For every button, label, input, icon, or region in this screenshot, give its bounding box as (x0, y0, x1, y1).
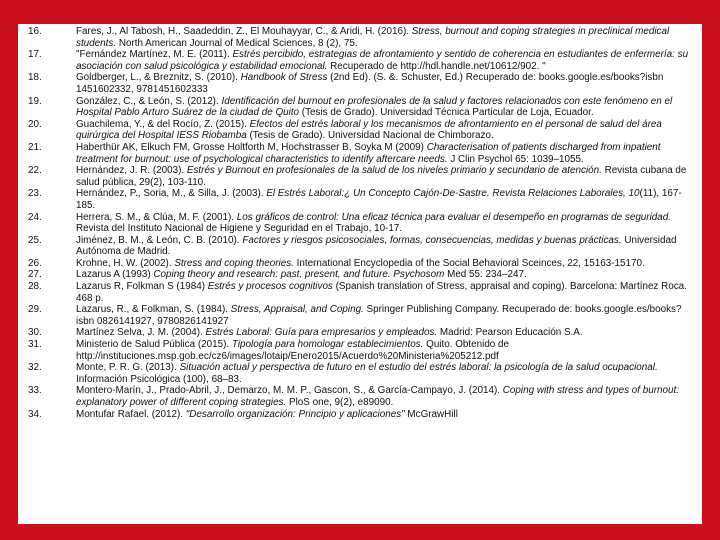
reference-text: (Tesis de Grado). Universidad Nacional de Chimborazo. (246, 130, 494, 142)
reference-item (28, 212, 696, 235)
reference-item (28, 72, 696, 95)
reference-number: 16. (28, 26, 42, 37)
reference-text: (Tesis de Grado). Universidad Técnica Particular de Loja, Ecuador. (299, 107, 594, 119)
reference-item (28, 119, 696, 142)
reference-text: Med 55: 234–247. (444, 269, 527, 281)
reference-title-text: Estrés percibido, estrategias de afrontamiento y sentido de coherencia en estudiantes de enfermería: su asociación con salud psicológica y estabilidad emocional. (76, 49, 689, 72)
reference-text: Ministerio de Salud Pública (2015). (76, 339, 232, 351)
reference-number: 18. (28, 72, 42, 84)
reference-title-text: Situación actual y perspectiva de futuro en el estudio del estrés laboral: la psicología de la salud ocupacional. (179, 362, 658, 374)
reference-number: 27. (28, 269, 42, 281)
reference-title-text: Stress and coping theories. (174, 257, 294, 269)
reference-title-text: El Estrés Laboral:¿ Un Concepto Cajón-De-Sastre. Revista Relaciones Laborales, 10 (266, 188, 640, 200)
reference-text: Fares, J., Al Tabosh, H., Saadeddin, Z., El Mouhayyar, C., & Aridi, H. (2016). (76, 26, 412, 37)
reference-number: 34. (28, 408, 42, 420)
reference-text: Herrera, S. M., & Clúa, M. F. (2001). (76, 211, 237, 223)
reference-number: 25. (28, 234, 42, 246)
reference-title-text: Stress, Appraisal, and Coping. (230, 304, 364, 316)
reference-title-text: "Desarrollo organización: Principio y aplicaciones" (185, 408, 405, 420)
reference-text: Lazarus A (1993) (76, 269, 154, 281)
reference-title-text: Factores y riesgos psicosociales, formas, consecuencias, medidas y buenas prácticas. (242, 234, 622, 246)
reference-list (18, 24, 702, 420)
reference-title-text: Efectos del estrés laboral y los mecanismos de afrontamiento en el personal de salud del área quirúrgica del Hospital IESS Riobamba (76, 118, 662, 142)
reference-number: 32. (28, 362, 42, 374)
reference-text: (2nd Ed). (S. &. Schuster, Ed.) Recuperado de: books.google.es/books?isbn 1451602332, 9781451602333 (76, 72, 664, 95)
reference-text: North American Journal of Medical Sciences, 8 (2), 75. (116, 37, 358, 49)
reference-text: Información Psicológica (100), 68–83. (76, 373, 242, 385)
reference-text: J Clin Psychol 65: 1039–1055. (447, 153, 584, 165)
reference-item (28, 165, 696, 188)
reference-text: Guachilema, Y., & del Rocío, Z. (2015). (76, 118, 250, 130)
reference-number: 22. (28, 165, 42, 177)
reference-text: (Spanish translation of Stress, appraisal and coping). Barcelona: Martínez Roca. 468 p. (76, 281, 687, 304)
reference-title-text: Los gráficos de control: Una eficaz técnica para evaluar el desempeño en programas de seguridad. (236, 211, 672, 223)
reference-item (28, 49, 696, 72)
reference-item (28, 188, 696, 211)
reference-text: González, C., & León, S. (2012). (76, 95, 222, 107)
reference-text: "Fernández Martínez, M. E. (2011). (76, 49, 233, 61)
reference-number: 26. (28, 257, 42, 269)
reference-page (18, 24, 702, 524)
reference-text: Lazarus, R., & Folkman, S. (1984). (76, 304, 231, 316)
reference-text: Quito. Obtenido de http://instituciones.msp.gob.ec/cz6/images/lotaip/Enero2015/Acuerdo%20Ministeria%205212.pdf (76, 339, 510, 362)
reference-item (28, 327, 696, 339)
reference-text: Recuperado de http://hdl.handle.net/10612/902. " (327, 60, 546, 72)
reference-number: 29. (28, 304, 42, 316)
reference-title-text: Estrés Laboral: Guía para empresarios y empleados. (205, 327, 438, 339)
reference-title-text: Handbook of Stress (240, 72, 328, 84)
reference-title-text: Coping with stress and types of burnout: explanatory power of different coping strategies. (76, 385, 679, 408)
reference-number: 19. (28, 95, 42, 107)
reference-number: 17. (28, 49, 42, 61)
reference-number: 30. (28, 327, 42, 339)
reference-title-text: Characterisation of patients discharged from inpatient treatment for burnout: use of psychological characteristics to identify aftercare needs. (76, 141, 661, 165)
reference-item (28, 142, 696, 165)
reference-text: Monte, P. R. G. (2013). (76, 362, 180, 374)
reference-item (28, 304, 696, 327)
reference-item (28, 339, 696, 362)
reference-title-text: Tipología para homologar establecimientos. (231, 339, 424, 351)
reference-title-text: Stress, burnout and coping strategies in preclinical medical students. (76, 26, 670, 49)
reference-text: International Encyclopedia of the Social Behavioral Sceinces, 22, 15163-15170. (293, 257, 645, 269)
reference-item (28, 26, 696, 49)
reference-title-text: Estrés y Burnout en profesionales de la salud de los niveles primario y secundario de atención. (186, 165, 602, 177)
reference-number: 23. (28, 188, 42, 200)
reference-text: Goldberger, L., & Breznitz, S. (2010). (76, 72, 241, 84)
reference-text: Springer Publishing Company. Recuperado de: books.google.es/books?isbn 0826141927, 9780826141927 (76, 304, 682, 327)
reference-text: Hernández, P., Soria, M., & Silla, J. (2003). (76, 188, 267, 200)
reference-text: Haberthür AK, Elkuch FM, Grosse Holtforth M, Hochstrasser B, Soyka M (2009) (76, 141, 427, 153)
reference-item (28, 409, 696, 421)
reference-number: 31. (28, 339, 42, 351)
reference-text: McGrawHill (404, 408, 458, 420)
reference-text: Montufar Rafael. (2012). (76, 408, 186, 420)
reference-text: Martínez Selva, J. M. (2004). (76, 327, 206, 339)
reference-title-text: Estrés y procesos cognitivos (207, 281, 333, 293)
reference-text: PloS one, 9(2), e89090. (286, 397, 394, 408)
reference-text: Madrid: Pearson Educación S.A. (437, 327, 583, 339)
reference-text: Lazarus R, Folkman S (1984) (76, 281, 208, 293)
reference-text: Montero-Marín, J., Prado-Abril, J., Demarzo, M. M. P., Gascon, S., & García-Campayo, J. (2014). (76, 385, 503, 397)
reference-text: Hernández, J. R. (2003). (76, 165, 187, 177)
reference-number: 20. (28, 118, 42, 130)
reference-item (28, 258, 696, 270)
reference-title-text: Coping theory and research: past, present, and future. Psychosom (153, 269, 445, 281)
reference-number: 21. (28, 141, 42, 153)
reference-item (28, 385, 696, 408)
reference-title-text: Identificación del burnout en profesionales de la salud y factores relacionados con este fenómeno en el Hospital Pablo Arturo Suárez de la ciudad de Quito (76, 95, 673, 119)
reference-item (28, 281, 696, 304)
reference-item (28, 269, 696, 281)
reference-text: (11), 167-185. (76, 188, 682, 211)
reference-text: Universidad Autónoma de Madrid. (76, 234, 677, 258)
reference-text: Jiménez, B. M., & León, C. B. (2010). (76, 234, 243, 246)
reference-text: Revista del Instituto Nacional de Higiene y Seguridad en el Trabajo, 10-17. (76, 223, 403, 235)
reference-number: 28. (28, 281, 42, 293)
reference-item (28, 96, 696, 119)
reference-number: 24. (28, 211, 42, 223)
reference-number: 33. (28, 385, 42, 397)
reference-text: Revista cubana de salud pública, 29(2), 103-110. (76, 165, 687, 188)
reference-text: Krohne, H. W. (2002). (76, 257, 175, 269)
reference-item (28, 362, 696, 385)
reference-item (28, 235, 696, 258)
